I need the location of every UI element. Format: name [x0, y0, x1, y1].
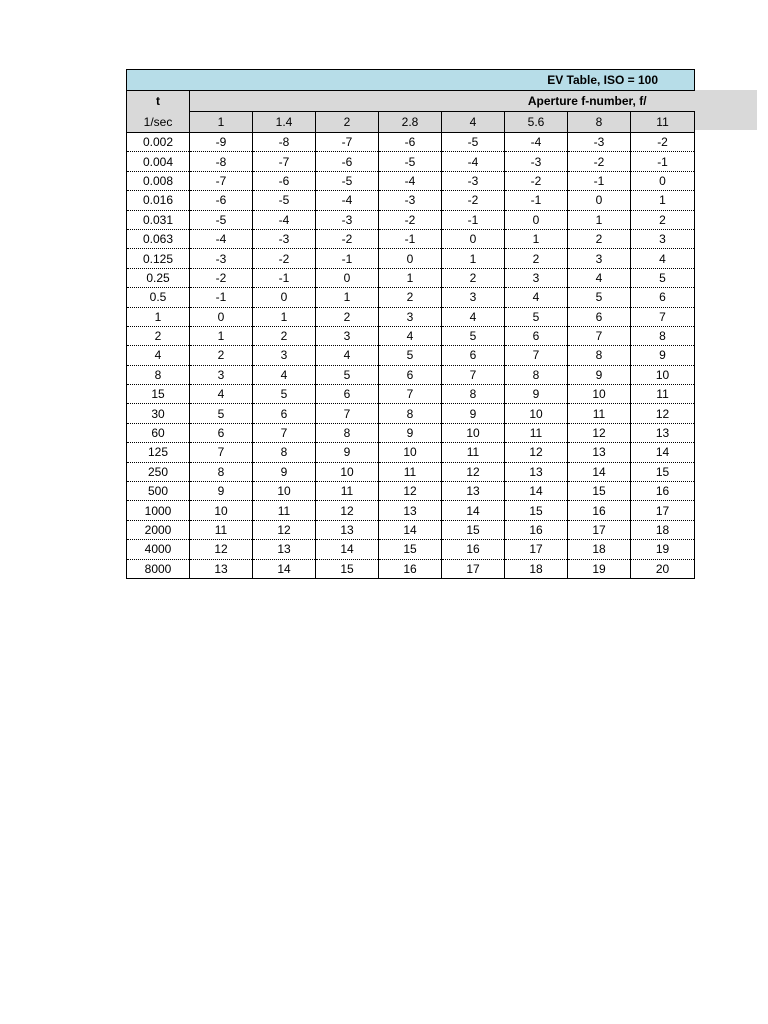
- ev-value-cell: 16: [505, 520, 568, 539]
- ev-value-cell: 7: [190, 443, 253, 462]
- ev-value-cell: 6: [190, 423, 253, 442]
- ev-value-cell: 1: [253, 307, 316, 326]
- ev-value-cell: 0: [316, 268, 379, 287]
- ev-value-cell: 19: [568, 559, 631, 578]
- shutter-time-cell: 8: [127, 365, 190, 384]
- ev-value-cell: 11: [253, 501, 316, 520]
- table-row: [127, 365, 695, 384]
- ev-value-cell: 9: [253, 462, 316, 481]
- ev-value-cell: 9: [316, 443, 379, 462]
- ev-value-cell: 3: [442, 288, 505, 307]
- ev-value-cell: 19: [631, 540, 695, 559]
- ev-value-cell: -5: [442, 133, 505, 152]
- table-row: [127, 404, 695, 423]
- shutter-time-cell: 0.063: [127, 229, 190, 248]
- ev-value-cell: 10: [568, 385, 631, 404]
- ev-value-cell: 0: [253, 288, 316, 307]
- ev-value-cell: 13: [631, 423, 695, 442]
- ev-value-cell: -5: [379, 152, 442, 171]
- ev-value-cell: 14: [505, 482, 568, 501]
- ev-value-cell: 17: [631, 501, 695, 520]
- ev-value-cell: 11: [442, 443, 505, 462]
- ev-value-cell: -1: [190, 288, 253, 307]
- table-row: [127, 462, 695, 481]
- ev-value-cell: -4: [505, 133, 568, 152]
- ev-value-cell: 15: [631, 462, 695, 481]
- header-row-2: [127, 112, 695, 133]
- ev-value-cell: 4: [505, 288, 568, 307]
- ev-value-cell: 10: [190, 501, 253, 520]
- shutter-time-cell: 0.016: [127, 191, 190, 210]
- table-row: [127, 385, 695, 404]
- table-row: [127, 229, 695, 248]
- ev-value-cell: 1: [442, 249, 505, 268]
- ev-value-cell: 2: [379, 288, 442, 307]
- ev-value-cell: -3: [253, 229, 316, 248]
- ev-value-cell: 14: [253, 559, 316, 578]
- ev-value-cell: 14: [316, 540, 379, 559]
- ev-value-cell: -2: [631, 133, 695, 152]
- ev-value-cell: 2: [253, 326, 316, 345]
- ev-value-cell: 11: [379, 462, 442, 481]
- shutter-time-cell: 60: [127, 423, 190, 442]
- ev-value-cell: 17: [568, 520, 631, 539]
- shutter-time-cell: 250: [127, 462, 190, 481]
- ev-value-cell: -3: [190, 249, 253, 268]
- ev-value-cell: 0: [190, 307, 253, 326]
- table-row: [127, 171, 695, 190]
- ev-value-cell: 1: [631, 191, 695, 210]
- ev-value-cell: -1: [379, 229, 442, 248]
- ev-value-cell: 13: [379, 501, 442, 520]
- title-row: [127, 70, 695, 91]
- ev-value-cell: 16: [442, 540, 505, 559]
- ev-value-cell: 6: [631, 288, 695, 307]
- ev-value-cell: 4: [442, 307, 505, 326]
- ev-value-cell: 4: [631, 249, 695, 268]
- header-row-1: [127, 91, 695, 112]
- ev-value-cell: 5: [631, 268, 695, 287]
- ev-value-cell: 12: [379, 482, 442, 501]
- ev-value-cell: -3: [505, 152, 568, 171]
- ev-value-cell: 4: [253, 365, 316, 384]
- ev-value-cell: 6: [316, 385, 379, 404]
- ev-value-cell: -6: [379, 133, 442, 152]
- ev-value-cell: 9: [631, 346, 695, 365]
- ev-value-cell: -4: [379, 171, 442, 190]
- ev-value-cell: 3: [568, 249, 631, 268]
- ev-value-cell: -2: [316, 229, 379, 248]
- table-row: [127, 559, 695, 578]
- ev-value-cell: -5: [316, 171, 379, 190]
- ev-value-cell: 8: [190, 462, 253, 481]
- ev-value-cell: 4: [379, 326, 442, 345]
- ev-value-cell: 12: [253, 520, 316, 539]
- ev-value-cell: 13: [442, 482, 505, 501]
- table-row: [127, 540, 695, 559]
- ev-value-cell: 12: [190, 540, 253, 559]
- ev-value-cell: 1: [316, 288, 379, 307]
- ev-value-cell: 15: [442, 520, 505, 539]
- ev-value-cell: 15: [316, 559, 379, 578]
- ev-value-cell: 2: [190, 346, 253, 365]
- ev-value-cell: 18: [631, 520, 695, 539]
- ev-value-cell: 6: [379, 365, 442, 384]
- ev-value-cell: 7: [379, 385, 442, 404]
- ev-value-cell: 15: [505, 501, 568, 520]
- shutter-time-cell: 0.125: [127, 249, 190, 268]
- ev-value-cell: 3: [253, 346, 316, 365]
- ev-value-cell: 4: [316, 346, 379, 365]
- ev-value-cell: 1: [190, 326, 253, 345]
- ev-value-cell: 5: [505, 307, 568, 326]
- shutter-time-cell: 2: [127, 326, 190, 345]
- ev-value-cell: 3: [190, 365, 253, 384]
- ev-value-cell: -4: [253, 210, 316, 229]
- ev-value-cell: 12: [505, 443, 568, 462]
- shutter-time-cell: 125: [127, 443, 190, 462]
- table-row: [127, 133, 695, 152]
- ev-value-cell: -2: [442, 191, 505, 210]
- ev-value-cell: 7: [505, 346, 568, 365]
- shutter-time-cell: 8000: [127, 559, 190, 578]
- shutter-time-cell: 0.002: [127, 133, 190, 152]
- ev-value-cell: 10: [442, 423, 505, 442]
- ev-value-cell: -8: [190, 152, 253, 171]
- shutter-time-cell: 1: [127, 307, 190, 326]
- aperture-header: Aperture f-number, f/: [190, 91, 695, 112]
- ev-value-cell: 15: [379, 540, 442, 559]
- ev-value-cell: -2: [505, 171, 568, 190]
- ev-value-cell: 6: [568, 307, 631, 326]
- ev-value-cell: -6: [316, 152, 379, 171]
- ev-value-cell: 12: [442, 462, 505, 481]
- ev-value-cell: 16: [631, 482, 695, 501]
- ev-value-cell: 10: [505, 404, 568, 423]
- ev-value-cell: 8: [316, 423, 379, 442]
- ev-value-cell: 3: [316, 326, 379, 345]
- ev-value-cell: 8: [253, 443, 316, 462]
- ev-value-cell: 11: [631, 385, 695, 404]
- ev-value-cell: 3: [379, 307, 442, 326]
- ev-value-cell: 3: [631, 229, 695, 248]
- ev-value-cell: -5: [253, 191, 316, 210]
- ev-value-cell: 0: [379, 249, 442, 268]
- shutter-time-cell: 0.008: [127, 171, 190, 190]
- ev-value-cell: 12: [316, 501, 379, 520]
- ev-value-cell: 2: [442, 268, 505, 287]
- ev-value-cell: -7: [190, 171, 253, 190]
- table-row: [127, 423, 695, 442]
- table-row: [127, 307, 695, 326]
- ev-value-cell: 7: [316, 404, 379, 423]
- ev-value-cell: 0: [442, 229, 505, 248]
- ev-value-cell: 11: [316, 482, 379, 501]
- ev-value-cell: 17: [505, 540, 568, 559]
- ev-value-cell: 9: [568, 365, 631, 384]
- table-title: EV Table, ISO = 100: [127, 70, 695, 91]
- ev-value-cell: 20: [631, 559, 695, 578]
- header-fill-overflow: [693, 90, 757, 130]
- ev-value-cell: -4: [316, 191, 379, 210]
- ev-value-cell: 1: [379, 268, 442, 287]
- ev-value-cell: 18: [568, 540, 631, 559]
- ev-value-cell: 8: [568, 346, 631, 365]
- ev-value-cell: -7: [253, 152, 316, 171]
- ev-value-cell: 2: [631, 210, 695, 229]
- ev-value-cell: 14: [631, 443, 695, 462]
- ev-value-cell: 11: [505, 423, 568, 442]
- ev-value-cell: -9: [190, 133, 253, 152]
- ev-value-cell: 13: [253, 540, 316, 559]
- aperture-value: 2: [316, 112, 379, 133]
- ev-value-cell: -4: [442, 152, 505, 171]
- shutter-time-cell: 0.031: [127, 210, 190, 229]
- ev-value-cell: 8: [379, 404, 442, 423]
- ev-value-cell: -5: [190, 210, 253, 229]
- table-row: [127, 501, 695, 520]
- ev-value-cell: 6: [442, 346, 505, 365]
- ev-value-cell: 14: [568, 462, 631, 481]
- table-row: [127, 288, 695, 307]
- ev-value-cell: -3: [316, 210, 379, 229]
- aperture-value: 1: [190, 112, 253, 133]
- ev-value-cell: -1: [568, 171, 631, 190]
- ev-value-cell: 9: [505, 385, 568, 404]
- ev-value-cell: 11: [190, 520, 253, 539]
- ev-value-cell: 0: [631, 171, 695, 190]
- ev-value-cell: 8: [631, 326, 695, 345]
- ev-value-cell: -1: [442, 210, 505, 229]
- ev-value-cell: 6: [505, 326, 568, 345]
- shutter-time-cell: 0.5: [127, 288, 190, 307]
- ev-value-cell: 18: [505, 559, 568, 578]
- ev-value-cell: -1: [505, 191, 568, 210]
- ev-value-cell: -2: [379, 210, 442, 229]
- table-row: [127, 346, 695, 365]
- ev-value-cell: 5: [316, 365, 379, 384]
- ev-value-cell: 14: [442, 501, 505, 520]
- ev-value-cell: 3: [505, 268, 568, 287]
- ev-value-cell: -3: [379, 191, 442, 210]
- time-header: t: [127, 91, 190, 112]
- ev-value-cell: 1: [568, 210, 631, 229]
- ev-value-cell: -4: [190, 229, 253, 248]
- aperture-value: 2.8: [379, 112, 442, 133]
- ev-value-cell: 13: [568, 443, 631, 462]
- ev-value-cell: -3: [442, 171, 505, 190]
- shutter-time-cell: 0.25: [127, 268, 190, 287]
- ev-value-cell: 15: [568, 482, 631, 501]
- ev-value-cell: 5: [379, 346, 442, 365]
- ev-value-cell: 14: [379, 520, 442, 539]
- ev-value-cell: 5: [190, 404, 253, 423]
- ev-value-cell: 12: [568, 423, 631, 442]
- ev-value-cell: -2: [568, 152, 631, 171]
- ev-value-cell: 10: [631, 365, 695, 384]
- ev-value-cell: 8: [442, 385, 505, 404]
- ev-value-cell: -6: [253, 171, 316, 190]
- ev-value-cell: 0: [505, 210, 568, 229]
- shutter-time-cell: 30: [127, 404, 190, 423]
- ev-table: [126, 69, 695, 579]
- ev-value-cell: -7: [316, 133, 379, 152]
- table-row: [127, 482, 695, 501]
- shutter-time-cell: 0.004: [127, 152, 190, 171]
- ev-value-cell: 12: [631, 404, 695, 423]
- ev-value-cell: 13: [316, 520, 379, 539]
- shutter-time-cell: 2000: [127, 520, 190, 539]
- table-row: [127, 326, 695, 345]
- time-unit: 1/sec: [127, 112, 190, 133]
- aperture-value: 11: [631, 112, 695, 133]
- ev-value-cell: -6: [190, 191, 253, 210]
- ev-value-cell: -1: [631, 152, 695, 171]
- ev-value-cell: 2: [505, 249, 568, 268]
- ev-value-cell: 1: [505, 229, 568, 248]
- ev-value-cell: 5: [568, 288, 631, 307]
- shutter-time-cell: 1000: [127, 501, 190, 520]
- shutter-time-cell: 15: [127, 385, 190, 404]
- ev-value-cell: 13: [190, 559, 253, 578]
- ev-value-cell: 10: [253, 482, 316, 501]
- ev-value-cell: 2: [316, 307, 379, 326]
- aperture-value: 8: [568, 112, 631, 133]
- ev-value-cell: 10: [379, 443, 442, 462]
- ev-value-cell: 7: [253, 423, 316, 442]
- ev-value-cell: -3: [568, 133, 631, 152]
- table-row: [127, 210, 695, 229]
- table-row: [127, 152, 695, 171]
- ev-value-cell: 6: [253, 404, 316, 423]
- shutter-time-cell: 4000: [127, 540, 190, 559]
- aperture-value: 1.4: [253, 112, 316, 133]
- table-row: [127, 520, 695, 539]
- ev-value-cell: 13: [505, 462, 568, 481]
- ev-value-cell: -1: [316, 249, 379, 268]
- ev-value-cell: 7: [442, 365, 505, 384]
- ev-value-cell: 11: [568, 404, 631, 423]
- ev-value-cell: 4: [190, 385, 253, 404]
- shutter-time-cell: 4: [127, 346, 190, 365]
- ev-value-cell: 9: [379, 423, 442, 442]
- ev-value-cell: -2: [253, 249, 316, 268]
- ev-value-cell: -8: [253, 133, 316, 152]
- ev-value-cell: 9: [190, 482, 253, 501]
- table-row: [127, 249, 695, 268]
- ev-value-cell: -2: [190, 268, 253, 287]
- table-row: [127, 191, 695, 210]
- ev-value-cell: 5: [253, 385, 316, 404]
- aperture-value: 5.6: [505, 112, 568, 133]
- ev-value-cell: 5: [442, 326, 505, 345]
- table-row: [127, 268, 695, 287]
- ev-value-cell: 2: [568, 229, 631, 248]
- shutter-time-cell: 500: [127, 482, 190, 501]
- ev-value-cell: 0: [568, 191, 631, 210]
- ev-value-cell: 4: [568, 268, 631, 287]
- table-row: [127, 443, 695, 462]
- ev-value-cell: 16: [568, 501, 631, 520]
- aperture-value: 4: [442, 112, 505, 133]
- ev-value-cell: 17: [442, 559, 505, 578]
- ev-value-cell: 8: [505, 365, 568, 384]
- ev-value-cell: 7: [568, 326, 631, 345]
- ev-value-cell: -1: [253, 268, 316, 287]
- ev-value-cell: 16: [379, 559, 442, 578]
- ev-value-cell: 10: [316, 462, 379, 481]
- ev-value-cell: 7: [631, 307, 695, 326]
- ev-value-cell: 9: [442, 404, 505, 423]
